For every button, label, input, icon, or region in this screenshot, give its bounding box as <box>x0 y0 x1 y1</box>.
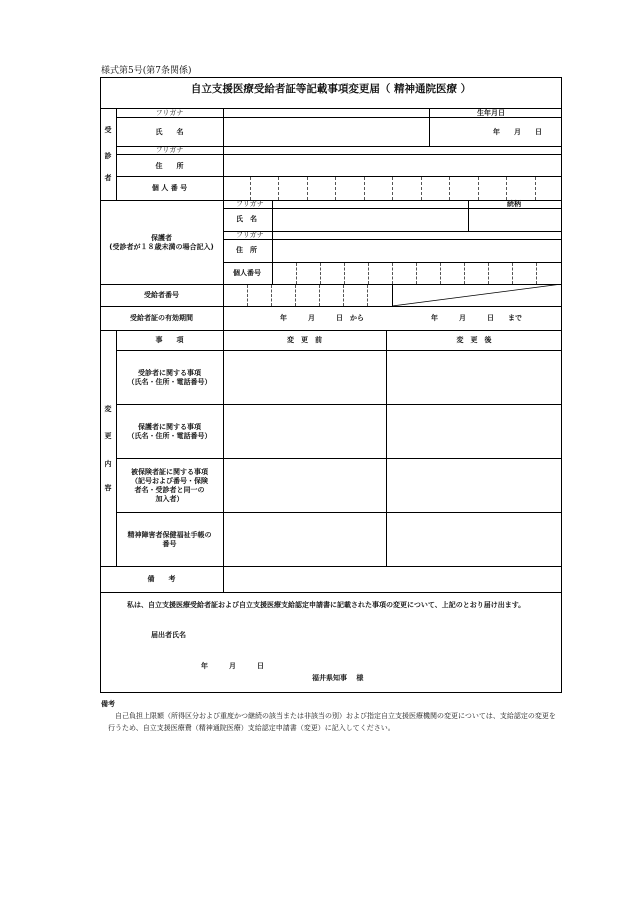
change-item-line: （氏名・住所・電話番号） <box>127 432 212 440</box>
divider <box>386 330 387 566</box>
divider <box>100 592 562 593</box>
changes-section-char: 容 <box>104 484 112 492</box>
change-item-line: 保護者に関する事項 <box>138 423 201 431</box>
guardian-furigana-label: フリガナ <box>236 200 264 208</box>
guardian-address-label: 住 所 <box>236 246 257 254</box>
divider <box>116 350 562 351</box>
col-after-header: 変 更 後 <box>456 336 492 344</box>
digit-divider <box>421 177 422 200</box>
birthdate-label: 生年月日 <box>477 109 505 117</box>
validity-to: 年 月 日 まで <box>431 314 522 322</box>
digit-divider <box>343 285 344 306</box>
digit-divider <box>296 263 297 284</box>
digit-divider <box>344 263 345 284</box>
submission-date: 年 月 日 <box>201 662 264 670</box>
digit-divider <box>488 263 489 284</box>
divider <box>116 458 562 459</box>
guardian-personal-number-label: 個人番号 <box>233 269 261 277</box>
patient-section-char: 診 <box>104 152 112 160</box>
guardian-relation-label: 続柄 <box>507 200 521 208</box>
digit-divider <box>392 263 393 284</box>
patient-personal-number-label: 個 人 番 号 <box>151 184 188 192</box>
change-item-line: 精神障害者保健福祉手帳の <box>127 531 212 539</box>
divider <box>100 306 562 307</box>
note-heading: 備考 <box>101 700 115 708</box>
divider <box>468 200 469 231</box>
declaration-text: 私は、自立支援医療受給者証および自立支援医療支給認定申請書に記載された事項の変更について、上記のとおり届け出ます。 <box>127 601 526 609</box>
digit-divider <box>478 177 479 200</box>
patient-address-label: 住 所 <box>155 162 184 170</box>
divider <box>100 200 562 201</box>
diagonal-strike <box>392 284 562 306</box>
change-item-line: 加入者） <box>155 495 184 503</box>
digit-divider <box>536 263 537 284</box>
digit-divider <box>320 263 321 284</box>
divider <box>116 512 562 513</box>
change-item-line: 番号 <box>162 540 177 548</box>
remarks-label: 備 考 <box>147 575 176 583</box>
form-number: 様式第5号(第7条関係) <box>101 66 192 76</box>
divider <box>116 176 562 177</box>
digit-divider <box>247 285 248 306</box>
validity-from: 年 月 日 から <box>280 314 364 322</box>
digit-divider <box>392 177 393 200</box>
guardian-name-label: 氏 名 <box>236 215 257 223</box>
digit-divider <box>449 177 450 200</box>
changes-section-char: 内 <box>104 460 112 468</box>
digit-divider <box>368 263 369 284</box>
patient-section-char: 者 <box>104 174 112 182</box>
col-before-header: 変 更 前 <box>287 336 322 344</box>
digit-divider <box>335 177 336 200</box>
change-item-line: （氏名・住所・電話番号） <box>127 378 212 386</box>
col-item-header: 事 項 <box>155 336 184 344</box>
divider <box>116 404 562 405</box>
divider <box>100 330 562 331</box>
submitter-name-label: 届出者氏名 <box>151 631 186 639</box>
change-item-line: 受診者に関する事項 <box>138 369 201 377</box>
divider <box>100 566 562 567</box>
birthdate-units: 年 月 日 <box>493 128 542 136</box>
form-title: 自立支援医療受給者証等記載事項変更届（ 精神通院医療 ） <box>190 83 472 95</box>
divider <box>429 108 430 146</box>
validity-label: 受給者証の有効期間 <box>130 314 193 322</box>
digit-divider <box>250 177 251 200</box>
change-item-line: （記号および番号・保険 <box>131 477 208 485</box>
digit-divider <box>440 263 441 284</box>
digit-divider <box>416 263 417 284</box>
changes-section-char: 変 <box>104 405 112 413</box>
divider <box>272 200 273 284</box>
digit-divider <box>464 263 465 284</box>
digit-divider <box>271 285 272 306</box>
patient-furigana2-label: フリガナ <box>155 146 184 154</box>
note-text: 自己負担上限額（所得区分および重度かつ継続の該当または非該当の別）および指定自立支援医療機関の変更については、支給認定の変更を行うため、自立支援医療費（精神通院医療）支給認定申請書（変更）に記入してください。 <box>108 712 556 732</box>
guardian-label-note: (受診者が１８歳未満の場合記入) <box>109 243 214 251</box>
patient-furigana-label: フリガナ <box>155 109 184 117</box>
digit-divider <box>307 177 308 200</box>
digit-divider <box>278 177 279 200</box>
guardian-label: 保護者 <box>151 234 172 242</box>
digit-divider <box>506 177 507 200</box>
patient-section-char: 受 <box>104 126 112 134</box>
divider <box>223 108 224 592</box>
addressee: 福井県知事 様 <box>312 674 364 682</box>
change-item-line: 被保険者証に関する事項 <box>131 468 208 476</box>
digit-divider <box>535 177 536 200</box>
digit-divider <box>367 285 368 306</box>
divider <box>223 239 562 240</box>
patient-name-label: 氏 名 <box>155 128 184 136</box>
divider <box>223 231 562 232</box>
change-item-line: 者名・受診者と同一の <box>134 486 205 494</box>
recipient-number-label: 受給者番号 <box>144 291 179 299</box>
guardian-furigana2-label: フリガナ <box>236 231 264 239</box>
digit-divider <box>295 285 296 306</box>
changes-section-char: 更 <box>104 432 112 440</box>
digit-divider <box>319 285 320 306</box>
digit-divider <box>512 263 513 284</box>
digit-divider <box>364 177 365 200</box>
